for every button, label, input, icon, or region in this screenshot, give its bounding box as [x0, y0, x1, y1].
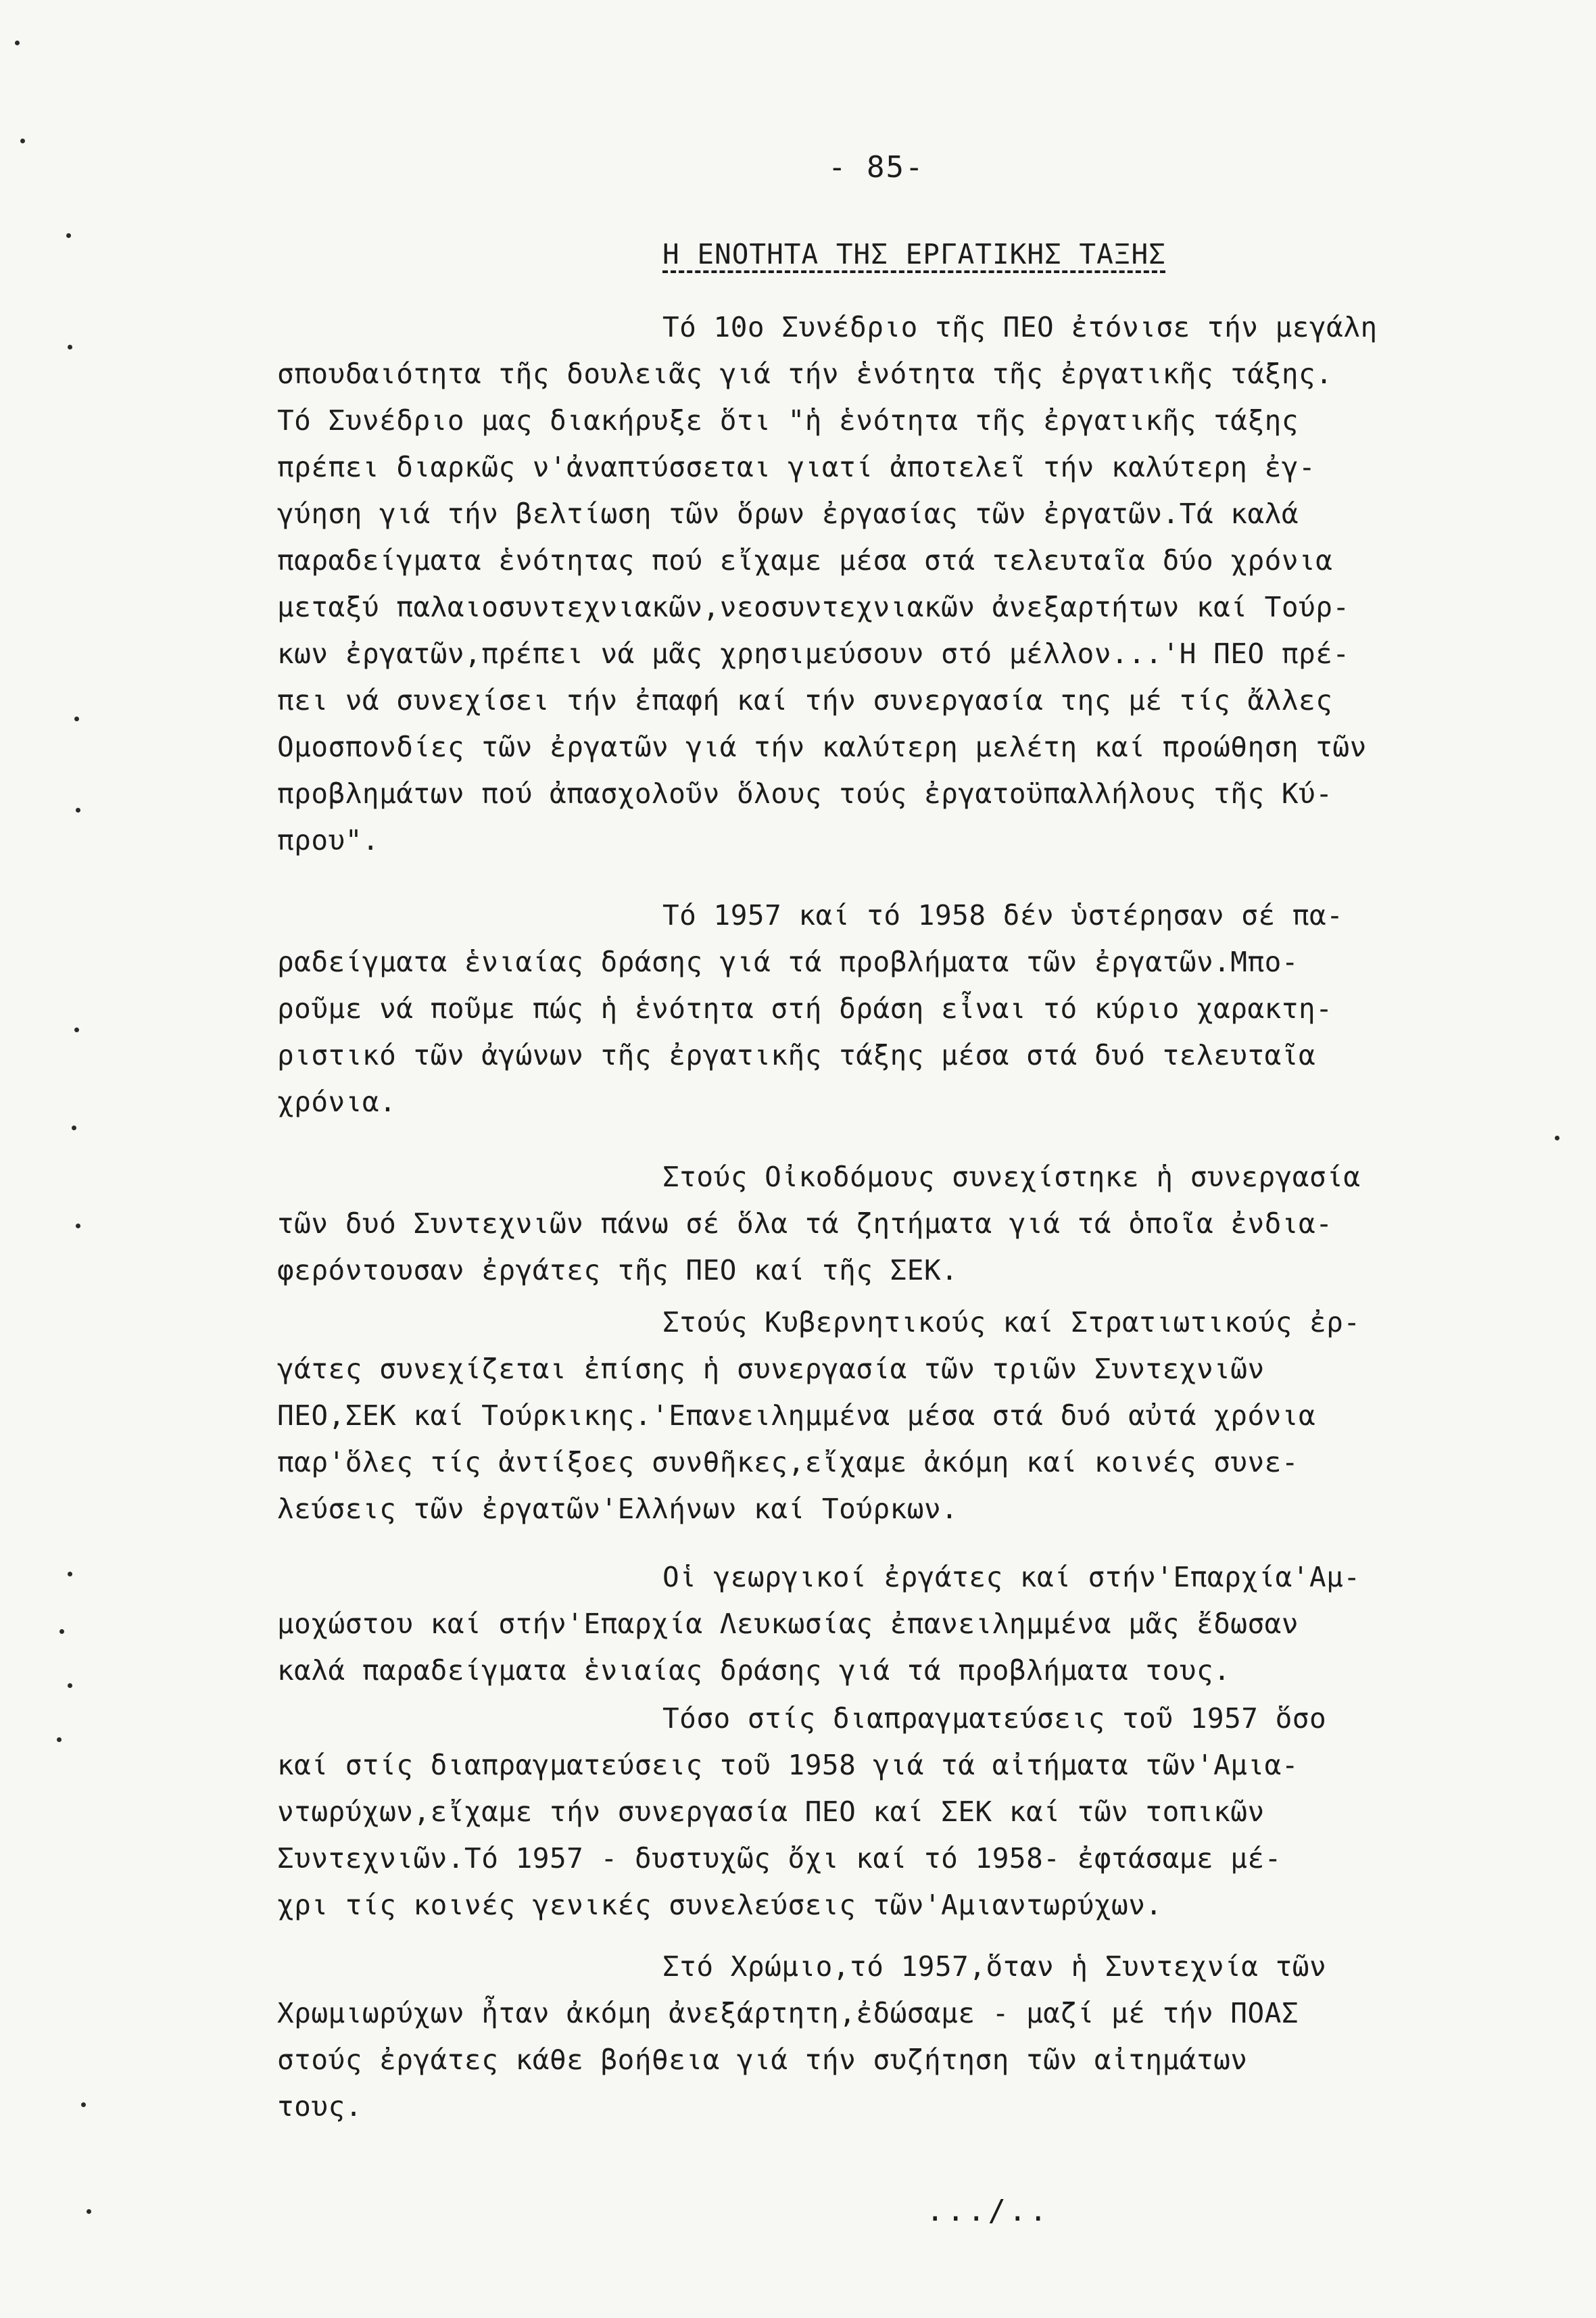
text-line: πρου".	[277, 824, 380, 856]
scan-speck	[81, 2102, 86, 2107]
paragraph-2	[277, 892, 1534, 1126]
text-line: χρόνια.	[277, 1086, 397, 1118]
scan-speck	[74, 1028, 79, 1032]
scan-speck	[76, 808, 80, 813]
text-line: σπουδαιότητα τῆς δουλειᾶς γιά τήν ἑνότητα τῆς ἐργατικῆς τάξης.	[277, 358, 1333, 390]
text-line: Τό Συνέδριο μας διακήρυξε ὅτι "ἡ ἑνότητα τῆς ἐργατικῆς τάξης	[277, 404, 1299, 437]
text-line: γάτες συνεχίζεται ἐπίσης ἡ συνεργασία τῶν τριῶν Συντεχνιῶν	[277, 1353, 1265, 1385]
paragraph-6	[277, 1695, 1534, 1929]
text-line: προβλημάτων πού ἀπασχολοῦν ὅλους τούς ἐργατοϋπαλλήλους τῆς Κύ-	[277, 777, 1333, 810]
scan-speck	[68, 1572, 72, 1576]
scan-speck	[87, 2209, 91, 2214]
scan-speck	[74, 717, 79, 721]
continuation-mark: .../..	[926, 2194, 1050, 2228]
scan-speck	[72, 1126, 76, 1130]
scan-speck	[1555, 1136, 1559, 1140]
text-line: ροῦμε νά ποῦμε πώς ἡ ἑνότητα στή δράση εἶναι τό κύριο χαρακτη-	[277, 992, 1333, 1025]
text-line: Τόσο στίς διαπραγματεύσεις τοῦ 1957 ὅσο	[662, 1702, 1327, 1735]
text-line: τους.	[277, 2090, 362, 2123]
document-body	[277, 304, 1534, 2158]
text-line: παραδείγματα ἑνότητας πού εἴχαμε μέσα στά τελευταῖα δύο χρόνια	[277, 544, 1333, 577]
text-line: Στούς Οἰκοδόμους συνεχίστηκε ἡ συνεργασία	[662, 1161, 1361, 1193]
text-line: ΠΕΟ,ΣΕΚ καί Τούρκικης.'Επανειλημμένα μέσα στά δυό αὐτά χρόνια	[277, 1399, 1316, 1432]
text-line: τῶν δυό Συντεχνιῶν πάνω σέ ὅλα τά ζητήματα γιά τά ὁποῖα ἐνδια-	[277, 1207, 1333, 1240]
paragraph-1	[277, 304, 1534, 864]
scan-speck	[68, 1683, 72, 1688]
text-line: ριστικό τῶν ἀγώνων τῆς ἐργατικῆς τάξης μέσα στά δυό τελευταῖα	[277, 1039, 1316, 1071]
scan-speck	[68, 345, 72, 349]
text-line: παρ'ὅλες τίς ἀντίξοες συνθῆκες,εἴχαμε ἀκόμη καί κοινές συνε-	[277, 1446, 1299, 1478]
paragraph-4	[277, 1299, 1534, 1532]
text-line: πει νά συνεχίσει τήν ἐπαφή καί τήν συνεργασία της μέ τίς ἄλλες	[277, 684, 1333, 717]
paragraph-5	[277, 1554, 1534, 1694]
text-line: Τό 10ο Συνέδριο τῆς ΠΕΟ ἐτόνισε τήν μεγάλη	[662, 311, 1378, 343]
text-line: χρι τίς κοινές γενικές συνελεύσεις τῶν'Αμιαντωρύχων.	[277, 1889, 1163, 1921]
text-line: γύηση γιά τήν βελτίωση τῶν ὅρων ἐργασίας τῶν ἐργατῶν.Τά καλά	[277, 498, 1299, 530]
scan-speck	[59, 1629, 64, 1634]
paragraph-3	[277, 1154, 1534, 1294]
paragraph-7	[277, 1943, 1534, 2130]
scan-speck	[20, 139, 25, 143]
text-line: Συντεχνιῶν.Τό 1957 - δυστυχῶς ὄχι καί τό 1958- ἐφτάσαμε μέ-	[277, 1842, 1282, 1875]
text-line: Στούς Κυβερνητικούς καί Στρατιωτικούς ἐρ-	[662, 1306, 1361, 1338]
text-line: Χρωμιωρύχων ἦταν ἀκόμη ἀνεξάρτητη,ἐδώσαμε - μαζί μέ τήν ΠΟΑΣ	[277, 1997, 1299, 2029]
text-line: πρέπει διαρκῶς ν'ἀναπτύσσεται γιατί ἀποτελεῖ τήν καλύτερη ἐγ-	[277, 451, 1316, 483]
text-line: λεύσεις τῶν ἐργατῶν'Ελλήνων καί Τούρκων.	[277, 1493, 959, 1525]
section-heading: Η ΕΝΟΤΗΤΑ ΤΗΣ ΕΡΓΑΤΙΚΗΣ ΤΑΞΗΣ	[662, 238, 1166, 270]
scan-speck	[66, 233, 71, 238]
text-line: Οἱ γεωργικοί ἐργάτες καί στήν'Επαρχία'Αμ-	[662, 1561, 1361, 1593]
text-line: Ομοσπονδίες τῶν ἐργατῶν γιά τήν καλύτερη μελέτη καί προώθηση τῶν	[277, 731, 1367, 763]
text-line: μεταξύ παλαιοσυντεχνιακῶν,νεοσυντεχνιακῶν ἀνεξαρτήτων καί Τούρ-	[277, 591, 1350, 623]
text-line: μοχώστου καί στήν'Επαρχία Λευκωσίας ἐπανειλημμένα μᾶς ἔδωσαν	[277, 1608, 1299, 1640]
scan-speck	[57, 1737, 62, 1742]
text-line: κων ἐργατῶν,πρέπει νά μᾶς χρησιμεύσουν στό μέλλον...'Η ΠΕΟ πρέ-	[277, 637, 1350, 670]
text-line: ντωρύχων,εἴχαμε τήν συνεργασία ΠΕΟ καί ΣΕΚ καί τῶν τοπικῶν	[277, 1795, 1265, 1828]
text-line: καλά παραδείγματα ἑνιαίας δράσης γιά τά προβλήματα τους.	[277, 1654, 1231, 1687]
page-number: - 85-	[828, 150, 925, 185]
text-line: Στό Χρώμιο,τό 1957,ὅταν ἡ Συντεχνία τῶν	[662, 1950, 1327, 1983]
scan-speck	[15, 41, 20, 45]
text-line: καί στίς διαπραγματεύσεις τοῦ 1958 γιά τά αἰτήματα τῶν'Αμια-	[277, 1749, 1299, 1781]
text-line: φερόντουσαν ἐργάτες τῆς ΠΕΟ καί τῆς ΣΕΚ.	[277, 1254, 959, 1286]
text-line: στούς ἐργάτες κάθε βοήθεια γιά τήν συζήτηση τῶν αἰτημάτων	[277, 2044, 1248, 2076]
text-line: Τό 1957 καί τό 1958 δέν ὑστέρησαν σέ πα-	[662, 899, 1344, 932]
text-line: ραδείγματα ἑνιαίας δράσης γιά τά προβλήματα τῶν ἐργατῶν.Μπο-	[277, 946, 1299, 978]
scan-speck	[76, 1224, 80, 1228]
